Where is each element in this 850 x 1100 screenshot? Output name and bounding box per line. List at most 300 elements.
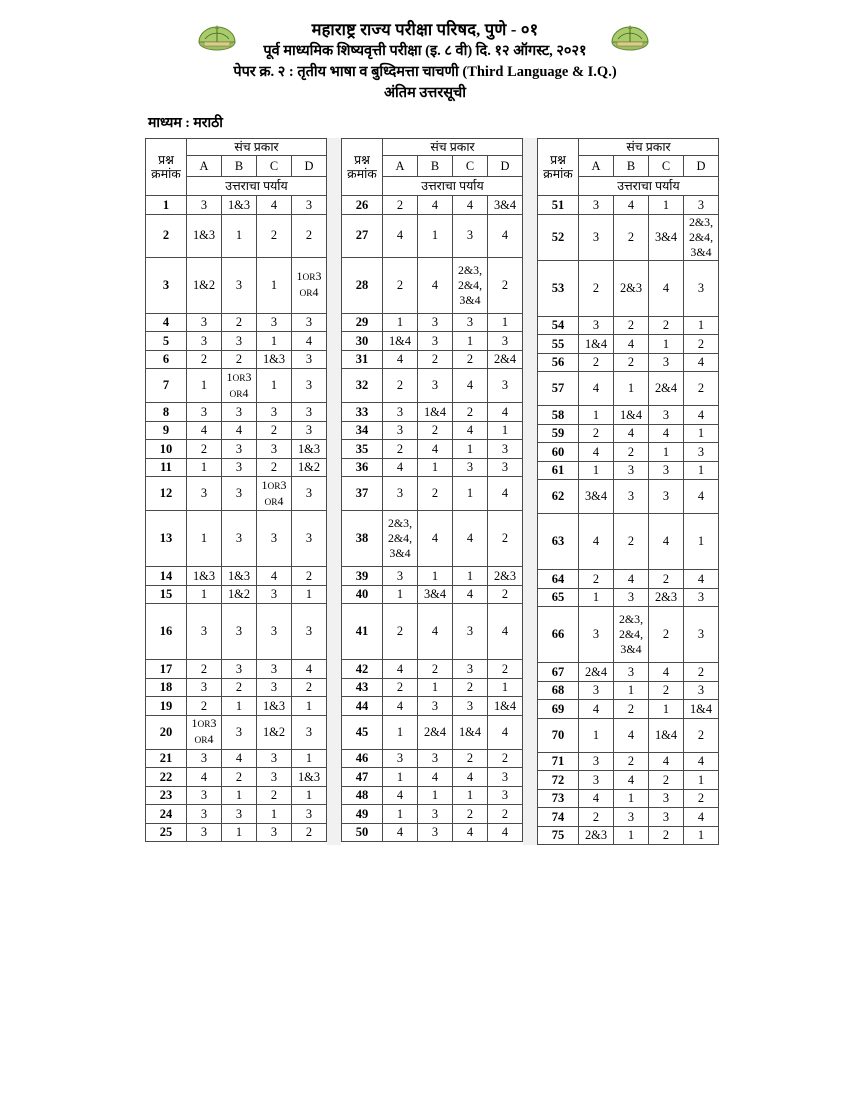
answer-cell-A: 2 bbox=[187, 440, 222, 459]
answer-cell-B: 2 bbox=[418, 660, 453, 679]
answer-cell-B: 1 bbox=[614, 826, 649, 845]
answer-cell-B: 2 bbox=[614, 700, 649, 719]
table-row bbox=[146, 585, 327, 604]
set-column-header-C: C bbox=[257, 156, 292, 177]
answer-cell-C: 2&4 bbox=[649, 372, 684, 406]
answer-cell-C: 1 bbox=[257, 257, 292, 313]
answer-cell-B: 4 bbox=[614, 335, 649, 354]
answer-cell-B: 2 bbox=[614, 316, 649, 335]
question-number-cell: 21 bbox=[146, 749, 187, 768]
table-divider-2 bbox=[523, 138, 537, 845]
answer-cell-B: 2 bbox=[614, 214, 649, 260]
answer-cell-A: 3 bbox=[187, 403, 222, 422]
answer-cell-B: 3 bbox=[222, 332, 257, 351]
answer-cell-C: 3 bbox=[649, 406, 684, 425]
answer-cell-C: 4 bbox=[453, 823, 488, 842]
answer-cell-C: 4 bbox=[453, 421, 488, 440]
answer-cell-B: 3 bbox=[614, 480, 649, 514]
question-number-cell: 15 bbox=[146, 585, 187, 604]
answer-cell-C: 3 bbox=[649, 789, 684, 808]
question-number-cell: 50 bbox=[342, 823, 383, 842]
answer-cell-B: 3 bbox=[614, 461, 649, 480]
question-number-cell: 6 bbox=[146, 350, 187, 369]
answer-cell-C: 2 bbox=[649, 570, 684, 589]
answer-cell-D: 3 bbox=[292, 477, 327, 511]
answer-cell-D: 1 bbox=[488, 678, 523, 697]
answer-cell-B: 4 bbox=[222, 749, 257, 768]
question-number-cell: 52 bbox=[538, 214, 579, 260]
table-row bbox=[538, 808, 719, 827]
question-number-cell: 62 bbox=[538, 480, 579, 514]
answer-cell-A: 2 bbox=[579, 424, 614, 443]
answer-cell-C: 3 bbox=[453, 660, 488, 679]
answer-cell-C: 3 bbox=[257, 768, 292, 787]
answer-cell-A: 2 bbox=[187, 660, 222, 679]
question-number-cell: 28 bbox=[342, 257, 383, 313]
answer-line: 2&4, bbox=[457, 277, 483, 292]
answer-cell-D: 3 bbox=[292, 805, 327, 824]
question-number-cell: 32 bbox=[342, 369, 383, 403]
answer-line: 2&4, bbox=[618, 627, 644, 642]
answers-table-1 bbox=[145, 138, 327, 842]
answer-cell-B: 4 bbox=[614, 570, 649, 589]
question-number-cell: 39 bbox=[342, 567, 383, 586]
answer-cell-B: 3 bbox=[614, 663, 649, 682]
answer-cell-B: 1 bbox=[418, 458, 453, 477]
question-number-cell: 46 bbox=[342, 749, 383, 768]
answer-cell-B: 3 bbox=[418, 332, 453, 351]
question-number-cell: 29 bbox=[342, 313, 383, 332]
answer-cell-C: 2 bbox=[453, 805, 488, 824]
question-number-header-line1: प्रश्न bbox=[550, 152, 566, 167]
question-number-cell: 75 bbox=[538, 826, 579, 845]
answer-cell-C: 1 bbox=[257, 332, 292, 351]
answer-cell-B: 1 bbox=[222, 697, 257, 716]
table-row bbox=[342, 369, 523, 403]
answer-cell-B: 2 bbox=[418, 421, 453, 440]
question-number-cell: 48 bbox=[342, 786, 383, 805]
answer-cell-B: 3 bbox=[222, 440, 257, 459]
table-row bbox=[146, 369, 327, 403]
table-row bbox=[342, 214, 523, 257]
table-row bbox=[342, 768, 523, 787]
answer-cell-C: 2 bbox=[649, 607, 684, 663]
answer-cell-B: 1 bbox=[614, 372, 649, 406]
answer-cell-A: 2 bbox=[579, 353, 614, 372]
answer-cell-A: 2 bbox=[579, 570, 614, 589]
dome-emblem-icon-right bbox=[608, 20, 652, 54]
table-row bbox=[342, 786, 523, 805]
answer-cell-C: 1&4 bbox=[649, 718, 684, 752]
table-row bbox=[146, 567, 327, 586]
answer-cell-D: 1 bbox=[292, 786, 327, 805]
table-row bbox=[538, 372, 719, 406]
answer-cell-C: 1&3 bbox=[257, 697, 292, 716]
answer-cell-C: 1 bbox=[257, 805, 292, 824]
answer-cell-A: 3 bbox=[579, 214, 614, 260]
header-row-top bbox=[342, 139, 523, 156]
question-number-cell: 44 bbox=[342, 697, 383, 716]
answer-cell-A: 4 bbox=[383, 350, 418, 369]
question-number-cell: 23 bbox=[146, 786, 187, 805]
set-column-header-A: A bbox=[187, 156, 222, 177]
answer-cell-D: 1&4 bbox=[684, 700, 719, 719]
answer-cell-A: 2&4 bbox=[579, 663, 614, 682]
question-number-cell: 51 bbox=[538, 196, 579, 215]
answer-cell-A: 3 bbox=[579, 752, 614, 771]
question-number-cell: 58 bbox=[538, 406, 579, 425]
table-row bbox=[146, 604, 327, 660]
question-number-cell: 74 bbox=[538, 808, 579, 827]
answer-cell-D: 1 bbox=[684, 826, 719, 845]
answer-line: 2&3, bbox=[387, 516, 413, 531]
answer-cell-C: 4 bbox=[649, 514, 684, 570]
question-number-cell: 55 bbox=[538, 335, 579, 354]
answer-cell-A: 1 bbox=[383, 585, 418, 604]
table-row bbox=[342, 350, 523, 369]
answer-cell-D: 2 bbox=[292, 823, 327, 842]
set-column-header-B: B bbox=[614, 156, 649, 177]
table-row bbox=[342, 678, 523, 697]
table-row bbox=[342, 257, 523, 313]
answer-cell-A: 3 bbox=[187, 805, 222, 824]
answer-cell-B: 3 bbox=[222, 403, 257, 422]
answer-cell-B: 3 bbox=[418, 697, 453, 716]
answer-cell-C: 4 bbox=[649, 663, 684, 682]
answer-cell-B: 1 bbox=[614, 681, 649, 700]
answer-cell-C: 1&2 bbox=[257, 715, 292, 749]
answer-line: OR4 bbox=[299, 285, 319, 300]
question-number-cell: 70 bbox=[538, 718, 579, 752]
answer-cell-D: 4 bbox=[684, 570, 719, 589]
question-number-cell: 10 bbox=[146, 440, 187, 459]
question-number-cell: 67 bbox=[538, 663, 579, 682]
answer-cell-B: 4 bbox=[418, 604, 453, 660]
answer-cell-A: 2 bbox=[383, 678, 418, 697]
answer-cell-B: 3 bbox=[418, 369, 453, 403]
answer-cell-D: 3 bbox=[684, 443, 719, 462]
question-number-cell: 49 bbox=[342, 805, 383, 824]
answer-cell-B: 1 bbox=[222, 823, 257, 842]
answer-cell-A: 2 bbox=[579, 260, 614, 316]
answer-cell-C: 2 bbox=[649, 826, 684, 845]
question-number-cell: 59 bbox=[538, 424, 579, 443]
answer-cell-C: 2 bbox=[453, 350, 488, 369]
answer-line: 3&4 bbox=[459, 292, 481, 307]
answer-cell-D: 1 bbox=[684, 461, 719, 480]
table-row bbox=[146, 660, 327, 679]
question-number-header bbox=[146, 139, 187, 196]
answer-cell-A: 3 bbox=[187, 678, 222, 697]
answer-cell-A: 2 bbox=[383, 369, 418, 403]
answer-cell-A: 1 bbox=[187, 585, 222, 604]
question-number-header bbox=[342, 139, 383, 196]
answer-cell-D: 3 bbox=[488, 768, 523, 787]
answer-cell-D: 3&4 bbox=[488, 196, 523, 215]
answer-cell-A: 4 bbox=[383, 660, 418, 679]
question-number-cell: 11 bbox=[146, 458, 187, 477]
question-number-cell: 45 bbox=[342, 715, 383, 749]
question-number-cell: 63 bbox=[538, 514, 579, 570]
table-row bbox=[146, 477, 327, 511]
answer-cell-A: 1 bbox=[187, 458, 222, 477]
answer-cell-C: 2 bbox=[453, 749, 488, 768]
answer-cell-A: 3 bbox=[579, 681, 614, 700]
answer-cell-B: 2 bbox=[418, 350, 453, 369]
answer-cell-D: 2 bbox=[684, 372, 719, 406]
answer-cell-A: 2 bbox=[187, 697, 222, 716]
set-column-header-A: A bbox=[383, 156, 418, 177]
answer-cell-C: 1 bbox=[257, 369, 292, 403]
answer-option-header: उत्तराचा पर्याय bbox=[383, 177, 523, 196]
table-row bbox=[538, 480, 719, 514]
answer-cell-C: 3 bbox=[649, 480, 684, 514]
question-number-header-line1: प्रश्न bbox=[354, 152, 370, 167]
question-number-cell: 34 bbox=[342, 421, 383, 440]
answer-cell-A: 3 bbox=[187, 313, 222, 332]
answer-cell-B: 1&4 bbox=[418, 403, 453, 422]
answer-cell-D: 3 bbox=[292, 403, 327, 422]
answer-cell-C: 4 bbox=[453, 511, 488, 567]
answer-cell-A: 4 bbox=[383, 786, 418, 805]
answer-cell-C: 3 bbox=[649, 353, 684, 372]
answer-cell-B: 4 bbox=[418, 440, 453, 459]
answer-cell-C: 3 bbox=[649, 808, 684, 827]
answer-cell-B: 3 bbox=[614, 588, 649, 607]
table-body-2 bbox=[342, 196, 523, 842]
answer-cell-A: 2 bbox=[383, 257, 418, 313]
answer-cell-A: 4 bbox=[383, 458, 418, 477]
question-number-cell: 38 bbox=[342, 511, 383, 567]
set-column-header-B: B bbox=[418, 156, 453, 177]
table-row bbox=[538, 335, 719, 354]
answer-cell-D: 1 bbox=[488, 313, 523, 332]
answer-cell-B: 1 bbox=[222, 786, 257, 805]
answer-cell-C: 4 bbox=[649, 260, 684, 316]
answer-cell-A: 3&4 bbox=[579, 480, 614, 514]
answer-cell-B: 3 bbox=[222, 604, 257, 660]
table-row bbox=[538, 588, 719, 607]
answer-cell-C: 1&4 bbox=[453, 715, 488, 749]
answer-cell-A: 4 bbox=[579, 789, 614, 808]
question-number-cell: 3 bbox=[146, 257, 187, 313]
question-number-cell: 17 bbox=[146, 660, 187, 679]
answer-cell-C: 4 bbox=[453, 196, 488, 215]
answer-cell-B: 4 bbox=[418, 257, 453, 313]
answer-line: OR4 bbox=[194, 732, 214, 747]
question-number-cell: 19 bbox=[146, 697, 187, 716]
answer-option-header: उत्तराचा पर्याय bbox=[579, 177, 719, 196]
set-column-header-B: B bbox=[222, 156, 257, 177]
answer-cell-B: 3 bbox=[418, 749, 453, 768]
answer-line: 3&4 bbox=[620, 642, 642, 657]
answer-cell-D: 4 bbox=[684, 406, 719, 425]
answer-cell-D: 3 bbox=[292, 511, 327, 567]
table-row bbox=[538, 260, 719, 316]
answer-cell-A: 1&3 bbox=[187, 214, 222, 257]
dome-emblem-icon-left bbox=[195, 20, 239, 54]
answer-cell-C: 3 bbox=[453, 458, 488, 477]
answer-cell-C: 3 bbox=[257, 403, 292, 422]
answer-cell-C: 3 bbox=[257, 440, 292, 459]
answer-cell-A: 4 bbox=[383, 823, 418, 842]
table-row bbox=[342, 332, 523, 351]
table-row bbox=[342, 823, 523, 842]
answer-cell-B: 1 bbox=[418, 786, 453, 805]
set-column-header-C: C bbox=[453, 156, 488, 177]
answer-cell-D: 1 bbox=[292, 697, 327, 716]
answer-cell-C: 2 bbox=[257, 421, 292, 440]
table-row bbox=[146, 715, 327, 749]
answer-line: 1OR3 bbox=[191, 716, 217, 731]
table-row bbox=[538, 196, 719, 215]
table-row bbox=[538, 771, 719, 790]
answer-cell-B: 3 bbox=[614, 808, 649, 827]
question-number-cell: 56 bbox=[538, 353, 579, 372]
table-row bbox=[342, 511, 523, 567]
answer-cell-A: 3 bbox=[187, 749, 222, 768]
answer-cell-A: 3 bbox=[383, 567, 418, 586]
answer-cell-B: 4 bbox=[614, 424, 649, 443]
answer-cell-C: 2 bbox=[257, 458, 292, 477]
answer-cell-B: 3 bbox=[222, 458, 257, 477]
answer-cell-A: 1&3 bbox=[187, 567, 222, 586]
table-row bbox=[342, 421, 523, 440]
answer-cell-C: 2 bbox=[257, 214, 292, 257]
answer-cell-A: 4 bbox=[579, 372, 614, 406]
question-number-cell: 33 bbox=[342, 403, 383, 422]
answer-cell-B: 4 bbox=[614, 771, 649, 790]
answer-cell-C: 2 bbox=[649, 316, 684, 335]
answer-cell-C: 4 bbox=[257, 196, 292, 215]
table-row bbox=[538, 663, 719, 682]
table-row bbox=[538, 607, 719, 663]
answer-cell-D: 2 bbox=[292, 567, 327, 586]
table-row bbox=[146, 440, 327, 459]
question-number-cell: 69 bbox=[538, 700, 579, 719]
question-number-cell: 26 bbox=[342, 196, 383, 215]
answer-cell-C: 1 bbox=[649, 700, 684, 719]
answer-cell-A: 3 bbox=[187, 477, 222, 511]
table-row bbox=[146, 768, 327, 787]
answer-cell-C: 3 bbox=[649, 461, 684, 480]
table-row bbox=[538, 826, 719, 845]
answers-table-3 bbox=[537, 138, 719, 845]
question-number-cell: 61 bbox=[538, 461, 579, 480]
answer-cell-B: 2 bbox=[614, 752, 649, 771]
answer-cell-A: 4 bbox=[579, 514, 614, 570]
answer-cell-A: 2 bbox=[187, 350, 222, 369]
set-type-header: संच प्रकार bbox=[187, 139, 327, 156]
answer-cell-D: 3 bbox=[292, 604, 327, 660]
answer-cell-D: 2 bbox=[684, 663, 719, 682]
answer-cell-A bbox=[383, 511, 418, 567]
answer-cell-A: 1 bbox=[187, 511, 222, 567]
table-row bbox=[342, 403, 523, 422]
answer-cell-D: 2 bbox=[488, 749, 523, 768]
table-row bbox=[538, 789, 719, 808]
answer-cell-B: 3 bbox=[418, 805, 453, 824]
answer-cell-B: 1&3 bbox=[222, 567, 257, 586]
table-row bbox=[538, 316, 719, 335]
answer-cell-A: 1 bbox=[383, 805, 418, 824]
table-row bbox=[538, 424, 719, 443]
answer-cell-A: 1 bbox=[383, 313, 418, 332]
organization-title: महाराष्ट्र राज्य परीक्षा परिषद, पुणे - ०१ bbox=[311, 20, 539, 39]
answer-cell-D: 2 bbox=[488, 585, 523, 604]
answer-cell-C: 2 bbox=[453, 678, 488, 697]
answer-cell-C: 1 bbox=[649, 335, 684, 354]
table-row bbox=[342, 567, 523, 586]
answer-cell-B: 4 bbox=[418, 196, 453, 215]
question-number-cell: 60 bbox=[538, 443, 579, 462]
answer-cell-B: 2 bbox=[222, 350, 257, 369]
answer-cell-A: 3 bbox=[383, 749, 418, 768]
table-body-1 bbox=[146, 196, 327, 842]
answer-cell-D: 2&3 bbox=[488, 567, 523, 586]
answer-cell-A: 1&4 bbox=[579, 335, 614, 354]
table-header-1 bbox=[146, 139, 327, 196]
answer-cell-C: 1&3 bbox=[257, 350, 292, 369]
question-number-cell: 65 bbox=[538, 588, 579, 607]
table-row bbox=[146, 350, 327, 369]
question-number-cell: 14 bbox=[146, 567, 187, 586]
answer-cell-C: 3 bbox=[453, 214, 488, 257]
answer-cell-A: 4 bbox=[187, 421, 222, 440]
question-number-cell: 64 bbox=[538, 570, 579, 589]
answer-cell-C: 1 bbox=[453, 477, 488, 511]
question-number-header bbox=[538, 139, 579, 196]
table-row bbox=[146, 214, 327, 257]
question-number-cell: 37 bbox=[342, 477, 383, 511]
answer-line: 3&4 bbox=[690, 244, 712, 259]
exam-title: पूर्व माध्यमिक शिष्यवृत्ती परीक्षा (इ. ८ वी) दि. १२ ऑगस्ट, २०२१ bbox=[263, 43, 587, 60]
table-row bbox=[146, 421, 327, 440]
header-row-top bbox=[538, 139, 719, 156]
table-row bbox=[538, 752, 719, 771]
question-number-cell: 68 bbox=[538, 681, 579, 700]
table-row bbox=[538, 681, 719, 700]
answer-cell-A: 1&4 bbox=[383, 332, 418, 351]
answer-cell-B: 3 bbox=[222, 257, 257, 313]
answer-cell-D: 2 bbox=[684, 718, 719, 752]
answer-cell-D: 4 bbox=[488, 214, 523, 257]
answer-cell-C: 3 bbox=[453, 697, 488, 716]
question-number-cell: 40 bbox=[342, 585, 383, 604]
set-column-header-D: D bbox=[684, 156, 719, 177]
answer-cell-A: 2 bbox=[579, 808, 614, 827]
answer-cell-A: 4 bbox=[383, 214, 418, 257]
question-number-cell: 66 bbox=[538, 607, 579, 663]
answer-cell-B: 3 bbox=[222, 805, 257, 824]
answer-line: 1OR3 bbox=[261, 477, 287, 492]
table-row bbox=[538, 461, 719, 480]
question-number-header-line2: क्रमांक bbox=[151, 167, 181, 182]
answer-cell-C: 1 bbox=[453, 332, 488, 351]
answer-cell-A: 3 bbox=[579, 316, 614, 335]
answer-cell-D: 3 bbox=[684, 588, 719, 607]
answer-cell-D: 3 bbox=[292, 369, 327, 403]
table-row bbox=[538, 570, 719, 589]
answer-cell-B: 1 bbox=[222, 214, 257, 257]
answer-cell-B: 3&4 bbox=[418, 585, 453, 604]
answer-cell-B bbox=[222, 369, 257, 403]
question-number-cell: 72 bbox=[538, 771, 579, 790]
answer-cell-A: 1 bbox=[579, 718, 614, 752]
answer-line: 3&4 bbox=[389, 546, 411, 561]
answer-cell-D: 4 bbox=[488, 477, 523, 511]
answer-cell-A: 3 bbox=[187, 823, 222, 842]
